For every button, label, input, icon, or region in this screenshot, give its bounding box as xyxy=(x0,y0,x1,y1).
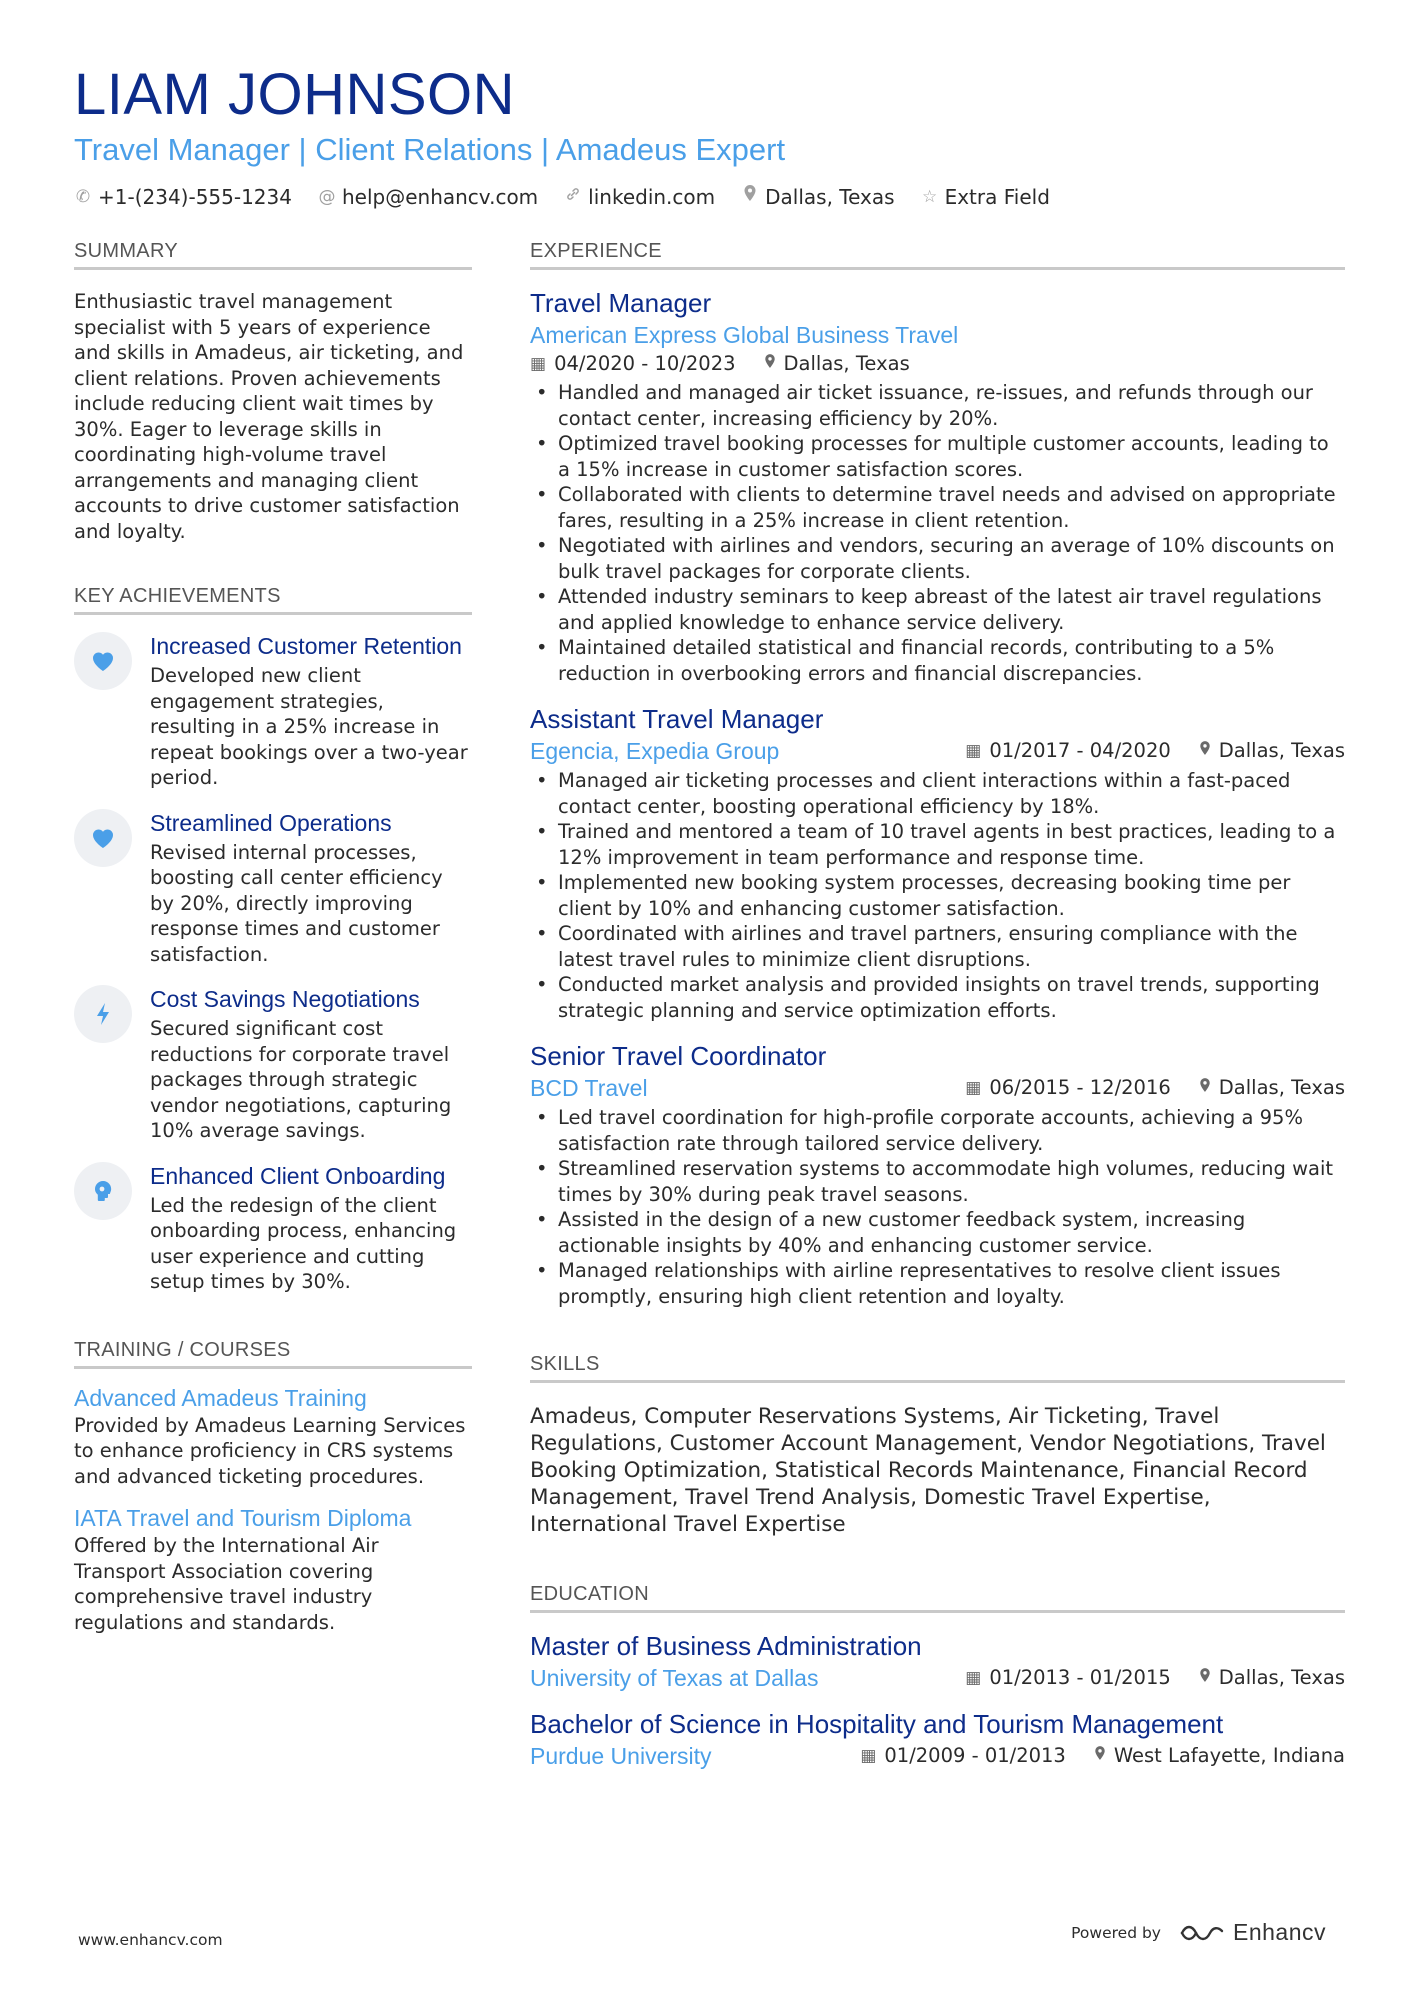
education-degree: Master of Business Administration xyxy=(530,1631,922,1661)
course-title: Advanced Amadeus Training xyxy=(74,1384,367,1411)
job-location: Dallas, Texas xyxy=(1218,739,1345,762)
job-bullet: • Managed relationships with airline representatives to resolve client issues promptly, ensuring high client retention and loyalty. xyxy=(530,1258,1345,1309)
course-desc: Provided by Amadeus Learning Services to enhance proficiency in CRS systems and advanced ticketing procedures. xyxy=(74,1413,466,1488)
calendar-icon: ▦ xyxy=(965,1078,982,1098)
job-bullet: • Handled and managed air ticket issuance, re-issues, and refunds through our contact center, increasing efficiency by 20%. xyxy=(530,380,1345,431)
training-heading: TRAINING / COURSES xyxy=(74,1339,472,1369)
course-title: IATA Travel and Tourism Diploma xyxy=(74,1505,412,1531)
education-dates: 01/2013 - 01/2015 xyxy=(989,1666,1171,1689)
job-title: Senior Travel Coordinator xyxy=(530,1041,827,1071)
job-bullet: • Optimized travel booking processes for multiple customer accounts, leading to a 15% increase in customer satisfaction scores. xyxy=(530,431,1345,482)
achievement-desc: Secured significant cost reductions for corporate travel packages through strategic vendor negotiations, capturing 10% average savings. xyxy=(150,1017,452,1142)
achievement-title: Increased Customer Retention xyxy=(150,633,462,659)
job-bullet: • Streamlined reservation systems to accommodate high volumes, reducing wait times by 30% during peak travel seasons. xyxy=(530,1156,1345,1207)
achievement-desc: Revised internal processes, boosting call center efficiency by 20%, directly improving response times and customer satisfaction. xyxy=(150,840,443,966)
contact-extra xyxy=(921,184,1050,210)
achievement-item xyxy=(74,985,472,1144)
education-location: Dallas, Texas xyxy=(1218,1666,1345,1689)
job-bullet: • Maintained detailed statistical and financial records, contributing to a 5% reduction in overbooking errors and financial discrepancies. xyxy=(530,635,1345,686)
location-pin-icon xyxy=(1199,1074,1211,1102)
education-school: University of Texas at Dallas xyxy=(530,1665,819,1691)
job-dates: 04/2020 - 10/2023 xyxy=(554,352,736,375)
candidate-name: LIAM JOHNSON xyxy=(74,62,516,127)
calendar-icon: ▦ xyxy=(860,1746,877,1766)
brand-name: Enhancv xyxy=(1232,1919,1326,1945)
heart-icon xyxy=(74,809,132,867)
education-school: Purdue University xyxy=(530,1743,712,1769)
education-heading: EDUCATION xyxy=(530,1583,1345,1613)
job-entry xyxy=(530,1039,1345,1309)
education-dates: 01/2009 - 01/2013 xyxy=(884,1744,1066,1767)
job-meta xyxy=(965,737,1345,765)
job-title: Assistant Travel Manager xyxy=(530,704,824,734)
achievement-title: Enhanced Client Onboarding xyxy=(150,1162,446,1189)
achievement-item xyxy=(74,1162,472,1295)
enhancv-logo-icon xyxy=(1179,1921,1225,1945)
course-desc: Offered by the International Air Transport Association covering comprehensive travel industry regulations and standards. xyxy=(74,1534,379,1634)
job-dates: 01/2017 - 04/2020 xyxy=(989,739,1171,762)
summary-text: Enthusiastic travel management specialist with 5 years of experience and skills in Amadeus, air ticketing, and client relations. Proven achievements include reducing client wait times by 30%. Eager to leverage skills in coordinating high-volume travel arrangements and managing client accounts to drive customer satisfaction and loyalty. xyxy=(74,290,464,543)
lightning-icon xyxy=(74,985,132,1043)
job-title: Travel Manager xyxy=(530,288,712,318)
job-company: BCD Travel xyxy=(530,1075,648,1101)
contact-phone-text: +1-(234)-555-1234 xyxy=(98,185,292,209)
experience-heading: EXPERIENCE xyxy=(530,240,1345,270)
skills-heading: SKILLS xyxy=(530,1353,1345,1383)
course-item xyxy=(74,1383,472,1490)
job-bullet: • Managed air ticketing processes and client interactions within a fast-paced contact center, boosting operational efficiency by 18%. xyxy=(530,768,1345,819)
location-pin-icon xyxy=(1199,1664,1211,1692)
right-column xyxy=(530,240,1345,1771)
calendar-icon: ▦ xyxy=(965,741,982,761)
contact-linkedin-text: linkedin.com xyxy=(588,185,716,209)
education-degree: Bachelor of Science in Hospitality and Tourism Management xyxy=(530,1709,1224,1739)
job-bullet: • Coordinated with airlines and travel partners, ensuring compliance with the latest travel rules to minimize client disruptions. xyxy=(530,921,1345,972)
heart-icon xyxy=(74,632,132,690)
phone-icon: ✆ xyxy=(75,187,91,207)
footer-website[interactable]: www.enhancv.com xyxy=(78,1931,223,1949)
enhancv-logo[interactable] xyxy=(1179,1919,1326,1946)
achievement-item xyxy=(74,632,472,791)
course-item xyxy=(74,1503,472,1635)
skills-text: Amadeus, Computer Reservations Systems, Air Ticketing, Travel Regulations, Customer Account Management, Vendor Negotiations, Travel Booking Optimization, Statistical Records Maintenance, Financial Record Management, Travel Trend Analysis, Domestic Travel Expertise, International Travel Expertise xyxy=(530,1404,1326,1537)
achievement-desc: Developed new client engagement strategies, resulting in a 25% increase in repeat bookings over a two-year period. xyxy=(150,664,468,789)
job-meta xyxy=(965,1074,1345,1102)
location-pin-icon xyxy=(1199,737,1211,765)
star-icon: ☆ xyxy=(921,187,938,207)
contact-bar xyxy=(74,184,1344,210)
achievement-title: Cost Savings Negotiations xyxy=(150,986,420,1012)
achievements-heading: KEY ACHIEVEMENTS xyxy=(74,585,472,615)
contact-linkedin[interactable] xyxy=(564,184,715,210)
job-meta xyxy=(530,350,1345,378)
location-pin-icon xyxy=(1094,1742,1106,1770)
calendar-icon: ▦ xyxy=(530,354,547,374)
education-meta xyxy=(860,1742,1345,1770)
job-bullet: • Implemented new booking system processes, decreasing booking time per client by 10% and enhancing customer satisfaction. xyxy=(530,870,1345,921)
resume-header xyxy=(74,62,1344,210)
job-bullets xyxy=(530,380,1345,686)
location-pin-icon xyxy=(741,184,759,210)
summary-heading: SUMMARY xyxy=(74,240,472,270)
job-dates: 06/2015 - 12/2016 xyxy=(989,1076,1171,1099)
achievement-title: Streamlined Operations xyxy=(150,809,392,836)
powered-by-text: Powered by xyxy=(1071,1923,1161,1942)
location-pin-icon xyxy=(764,350,776,378)
job-bullet: • Collaborated with clients to determine travel needs and advised on appropriate fares, resulting in a 25% increase in client retention. xyxy=(530,482,1345,533)
job-company: American Express Global Business Travel xyxy=(530,322,959,348)
contact-location xyxy=(741,184,894,210)
job-bullet: • Conducted market analysis and provided insights on travel trends, supporting strategic planning and service optimization efforts. xyxy=(530,972,1345,1023)
contact-email-text: help@enhancv.com xyxy=(341,185,539,209)
at-icon: @ xyxy=(318,187,336,207)
job-bullet: • Trained and mentored a team of 10 travel agents in best practices, leading to a 12% improvement in team performance and response time. xyxy=(530,819,1345,870)
achievement-desc: Led the redesign of the client onboarding process, enhancing user experience and cutting setup times by 30%. xyxy=(150,1193,457,1293)
job-bullets xyxy=(530,768,1345,1023)
job-entry xyxy=(530,286,1345,686)
brain-icon xyxy=(74,1162,132,1220)
contact-extra-text: Extra Field xyxy=(944,185,1050,209)
job-entry xyxy=(530,702,1345,1023)
education-entry xyxy=(530,1629,1345,1693)
contact-location-text: Dallas, Texas xyxy=(765,185,895,209)
candidate-headline: Travel Manager | Client Relations | Amadeus Expert xyxy=(74,132,786,167)
education-location: West Lafayette, Indiana xyxy=(1113,1744,1345,1767)
job-location: Dallas, Texas xyxy=(1218,1076,1345,1099)
job-bullets xyxy=(530,1105,1345,1309)
footer-branding xyxy=(1071,1919,1326,1946)
calendar-icon: ▦ xyxy=(965,1668,982,1688)
left-column xyxy=(74,240,472,1635)
job-bullet: • Assisted in the design of a new customer feedback system, increasing actionable insights by 40% and enhancing customer service. xyxy=(530,1207,1345,1258)
job-bullet: • Negotiated with airlines and vendors, securing an average of 10% discounts on bulk travel packages for corporate clients. xyxy=(530,533,1345,584)
job-location: Dallas, Texas xyxy=(783,352,910,375)
job-bullet: • Led travel coordination for high-profile corporate accounts, achieving a 95% satisfaction rate through tailored service delivery. xyxy=(530,1105,1345,1156)
job-company: Egencia, Expedia Group xyxy=(530,738,780,764)
education-meta xyxy=(965,1664,1345,1692)
job-bullet: • Attended industry seminars to keep abreast of the latest air travel regulations and applied knowledge to enhance service delivery. xyxy=(530,584,1345,635)
achievement-item xyxy=(74,809,472,968)
contact-phone[interactable] xyxy=(74,184,292,210)
education-entry xyxy=(530,1707,1345,1771)
link-icon xyxy=(564,184,582,210)
contact-email[interactable] xyxy=(318,184,538,210)
